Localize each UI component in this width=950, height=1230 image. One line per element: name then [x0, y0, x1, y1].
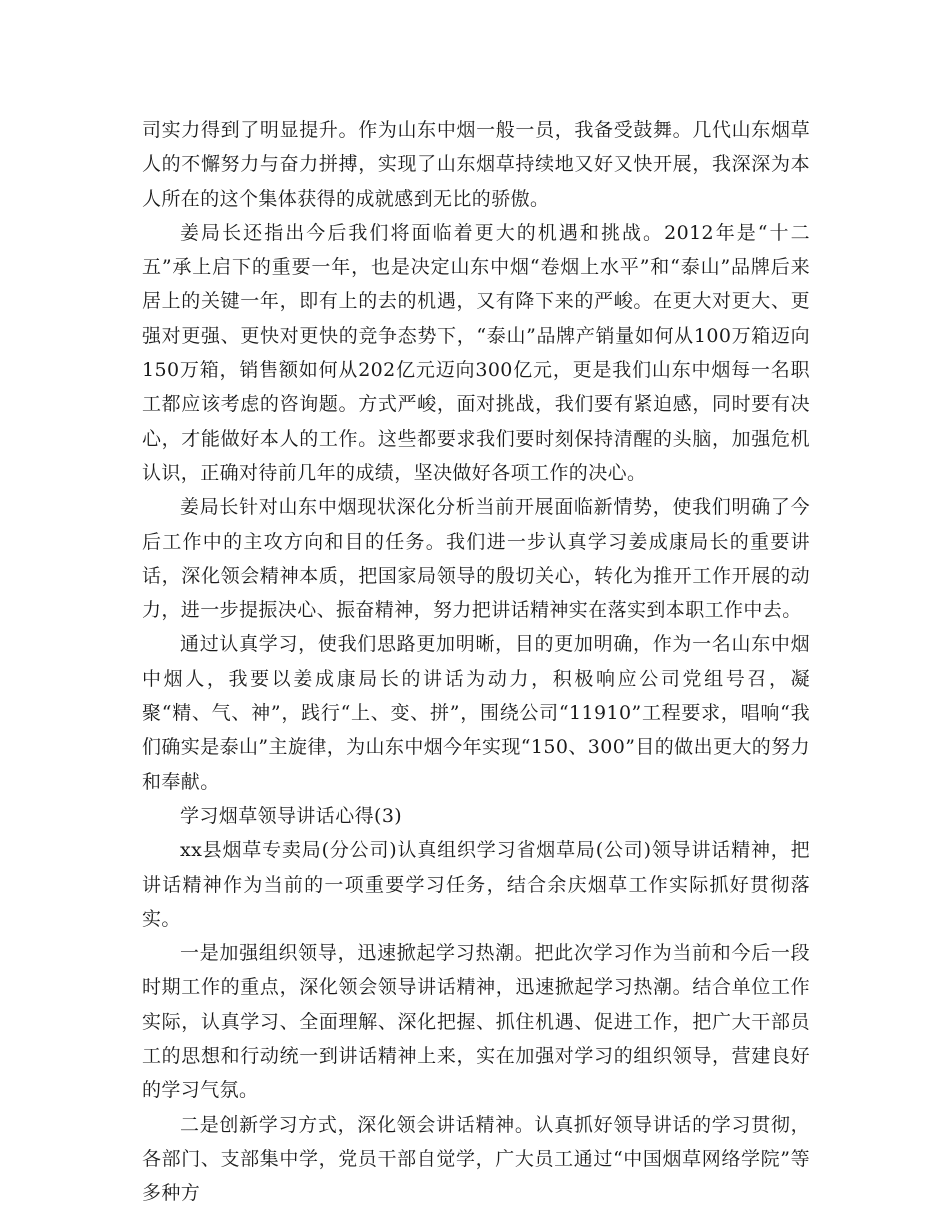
document-page — [142, 113, 810, 1211]
paragraph-bureau-intro: xx县烟草专卖局(分公司)认真组织学习省烟草局(公司)领导讲话精神，把讲话精神作为当前的一项重要学习任务，结合余庆烟草工作实际抓好贯彻落实。 — [142, 839, 810, 930]
paragraph-point-one: 一是加强组织领导，迅速掀起学习热潮。把此次学习作为当前和今后一段时期工作的重点，深化领会领导讲话精神，迅速掀起学习热潮。结合单位工作实际，认真学习、全面理解、深化把握、抓住机遇、促进工作，把广大干部员工的思想和行动统一到讲话精神上来，实在加强对学习的组织领导，营建良好的学习气氛。 — [142, 942, 810, 1102]
section-heading: 学习烟草领导讲话心得(3) — [180, 804, 403, 827]
paragraph-study-result: 通过认真学习，使我们思路更加明晰，目的更加明确，作为一名山东中烟中烟人，我要以姜成康局长的讲话为动力，积极响应公司党组号召，凝聚“精、气、神”，践行“上、变、拼”，围绕公司“11910”工程要求，唱响“我们确实是泰山”主旋律，为山东中烟今年实现“150、300”目的做出更大的努力和奉献。 — [142, 633, 810, 793]
paragraph-analysis: 姜局长针对山东中烟现状深化分析当前开展面临新情势，使我们明确了今后工作中的主攻方向和目的任务。我们进一步认真学习姜成康局长的重要讲话，深化领会精神本质，把国家局领导的殷切关心，转化为推开工作开展的动力，进一步提振决心、振奋精神，努力把讲话精神实在落实到本职工作中去。 — [142, 496, 810, 622]
paragraph-point-two: 二是创新学习方式，深化领会讲话精神。认真抓好领导讲话的学习贯彻，各部门、支部集中学，党员干部自觉学，广大员工通过“中国烟草网络学院”等多种方 — [142, 1113, 810, 1205]
paragraph-continuation: 司实力得到了明显提升。作为山东中烟一般一员，我备受鼓舞。几代山东烟草人的不懈努力与奋力拼搏，实现了山东烟草持续地又好又快开展，我深深为本人所在的这个集体获得的成就感到无比的骄傲。 — [142, 119, 810, 210]
paragraph-challenges: 姜局长还指出今后我们将面临着更大的机遇和挑战。2012年是“十二五”承上启下的重要一年，也是决定山东中烟“卷烟上水平”和“泰山”品牌后来居上的关键一年，即有上的去的机遇，又有降下来的严峻。在更大对更大、更强对更强、更快对更快的竞争态势下，“泰山”品牌产销量如何从100万箱迈向150万箱，销售额如何从202亿元迈向300亿元，更是我们山东中烟每一名职工都应该考虑的咨询题。方式严峻，面对挑战，我们要有紧迫感，同时要有决心，才能做好本人的工作。这些都要求我们要时刻保持清醒的头脑，加强危机认识，正确对待前几年的成绩，坚决做好各项工作的决心。 — [142, 221, 810, 484]
